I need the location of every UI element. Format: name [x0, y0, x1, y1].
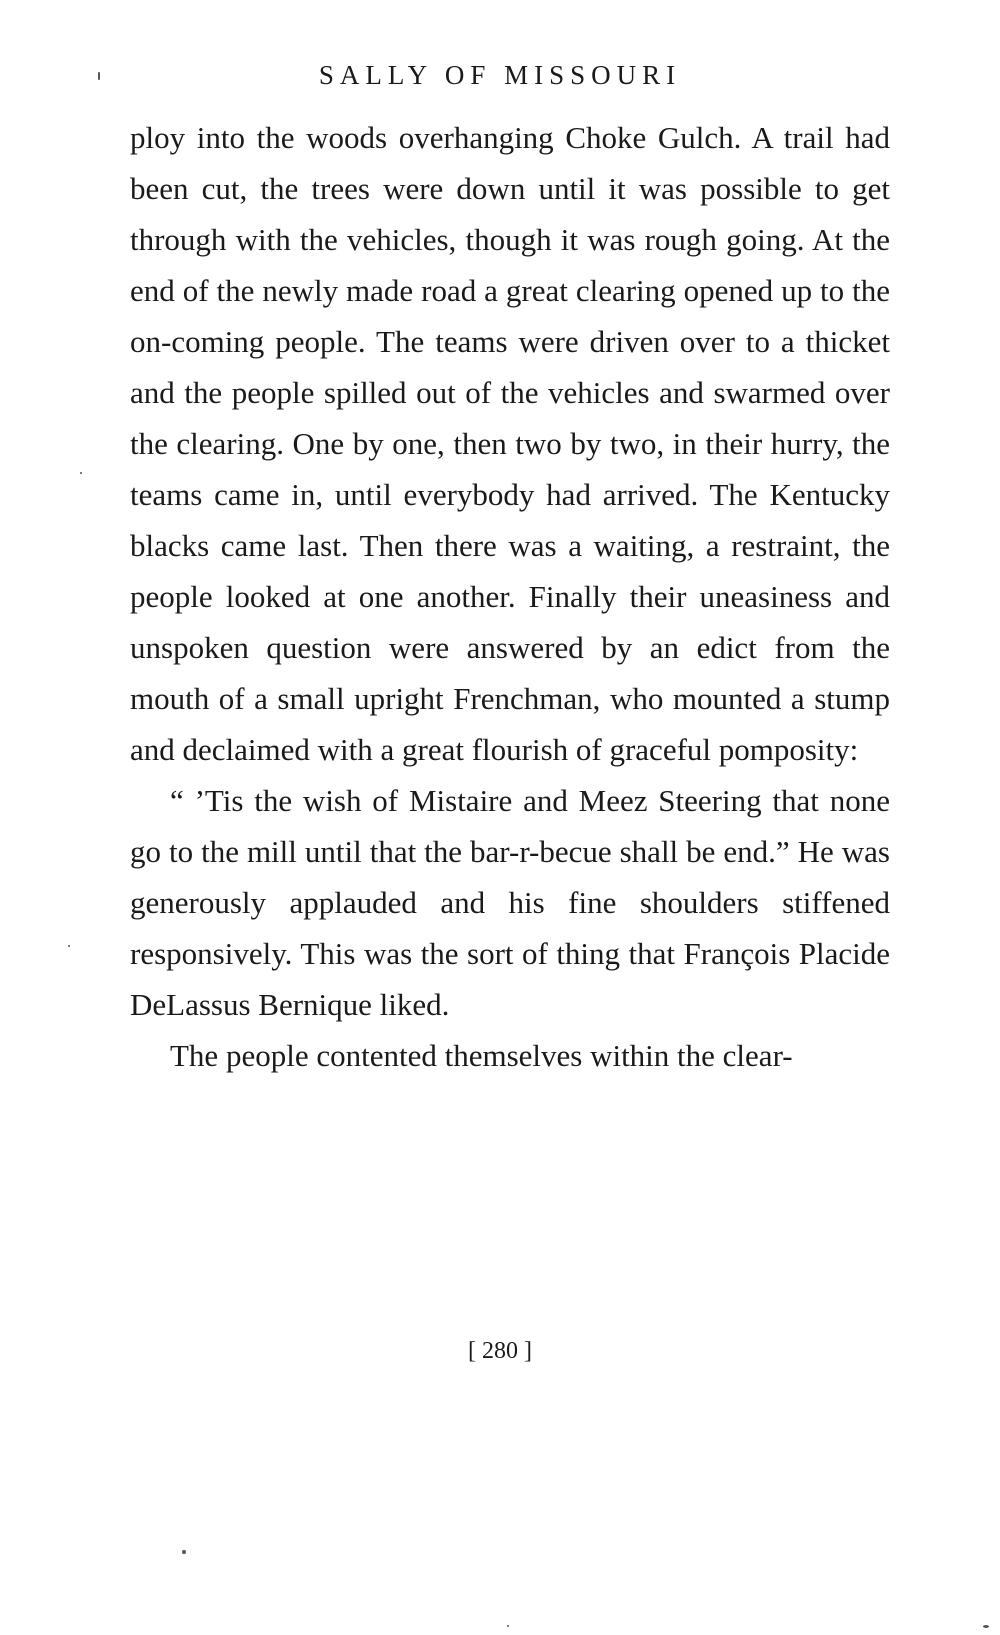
scan-speck [80, 472, 82, 474]
page-number: [ 280 ] [468, 1338, 532, 1364]
paragraph-quotation: “ ’Tis the wish of Mistaire and Meez Steering that none go to the mill until that the bar-r-becue shall be end.” He was generously applauded and his fine shoulders stiffened responsively. This was the sort of thing that François Placide DeLassus Bernique liked. [130, 783, 890, 1022]
scan-speck [98, 72, 100, 80]
body-text [130, 112, 890, 1081]
paragraph-continuation: ploy into the woods overhanging Choke Gulch. A trail had been cut, the trees were down until it was possible to get through with the vehicles, though it was rough going. At the end of the newly made road a great clearing opened up to the on-coming people. The teams were driven over to a thicket and the people spilled out of the vehicles and swarmed over the clearing. One by one, then two by two, in their hurry, the teams came in, until everybody had arrived. The Kentucky blacks came last. Then there was a waiting, a restraint, the people looked at one another. Finally their uneasiness and unspoken question were answered by an edict from the mouth of a small upright Frenchman, who mounted a stump and declaimed with a great flourish of graceful pomposity: [130, 120, 890, 767]
scan-speck [68, 945, 70, 947]
paragraph-final: The people contented themselves within the clear- [170, 1038, 793, 1073]
running-head-title: SALLY OF MISSOURI [318, 60, 682, 90]
scan-speck [507, 1625, 509, 1627]
scan-speck [983, 1625, 989, 1628]
scan-speck [182, 1550, 186, 1554]
